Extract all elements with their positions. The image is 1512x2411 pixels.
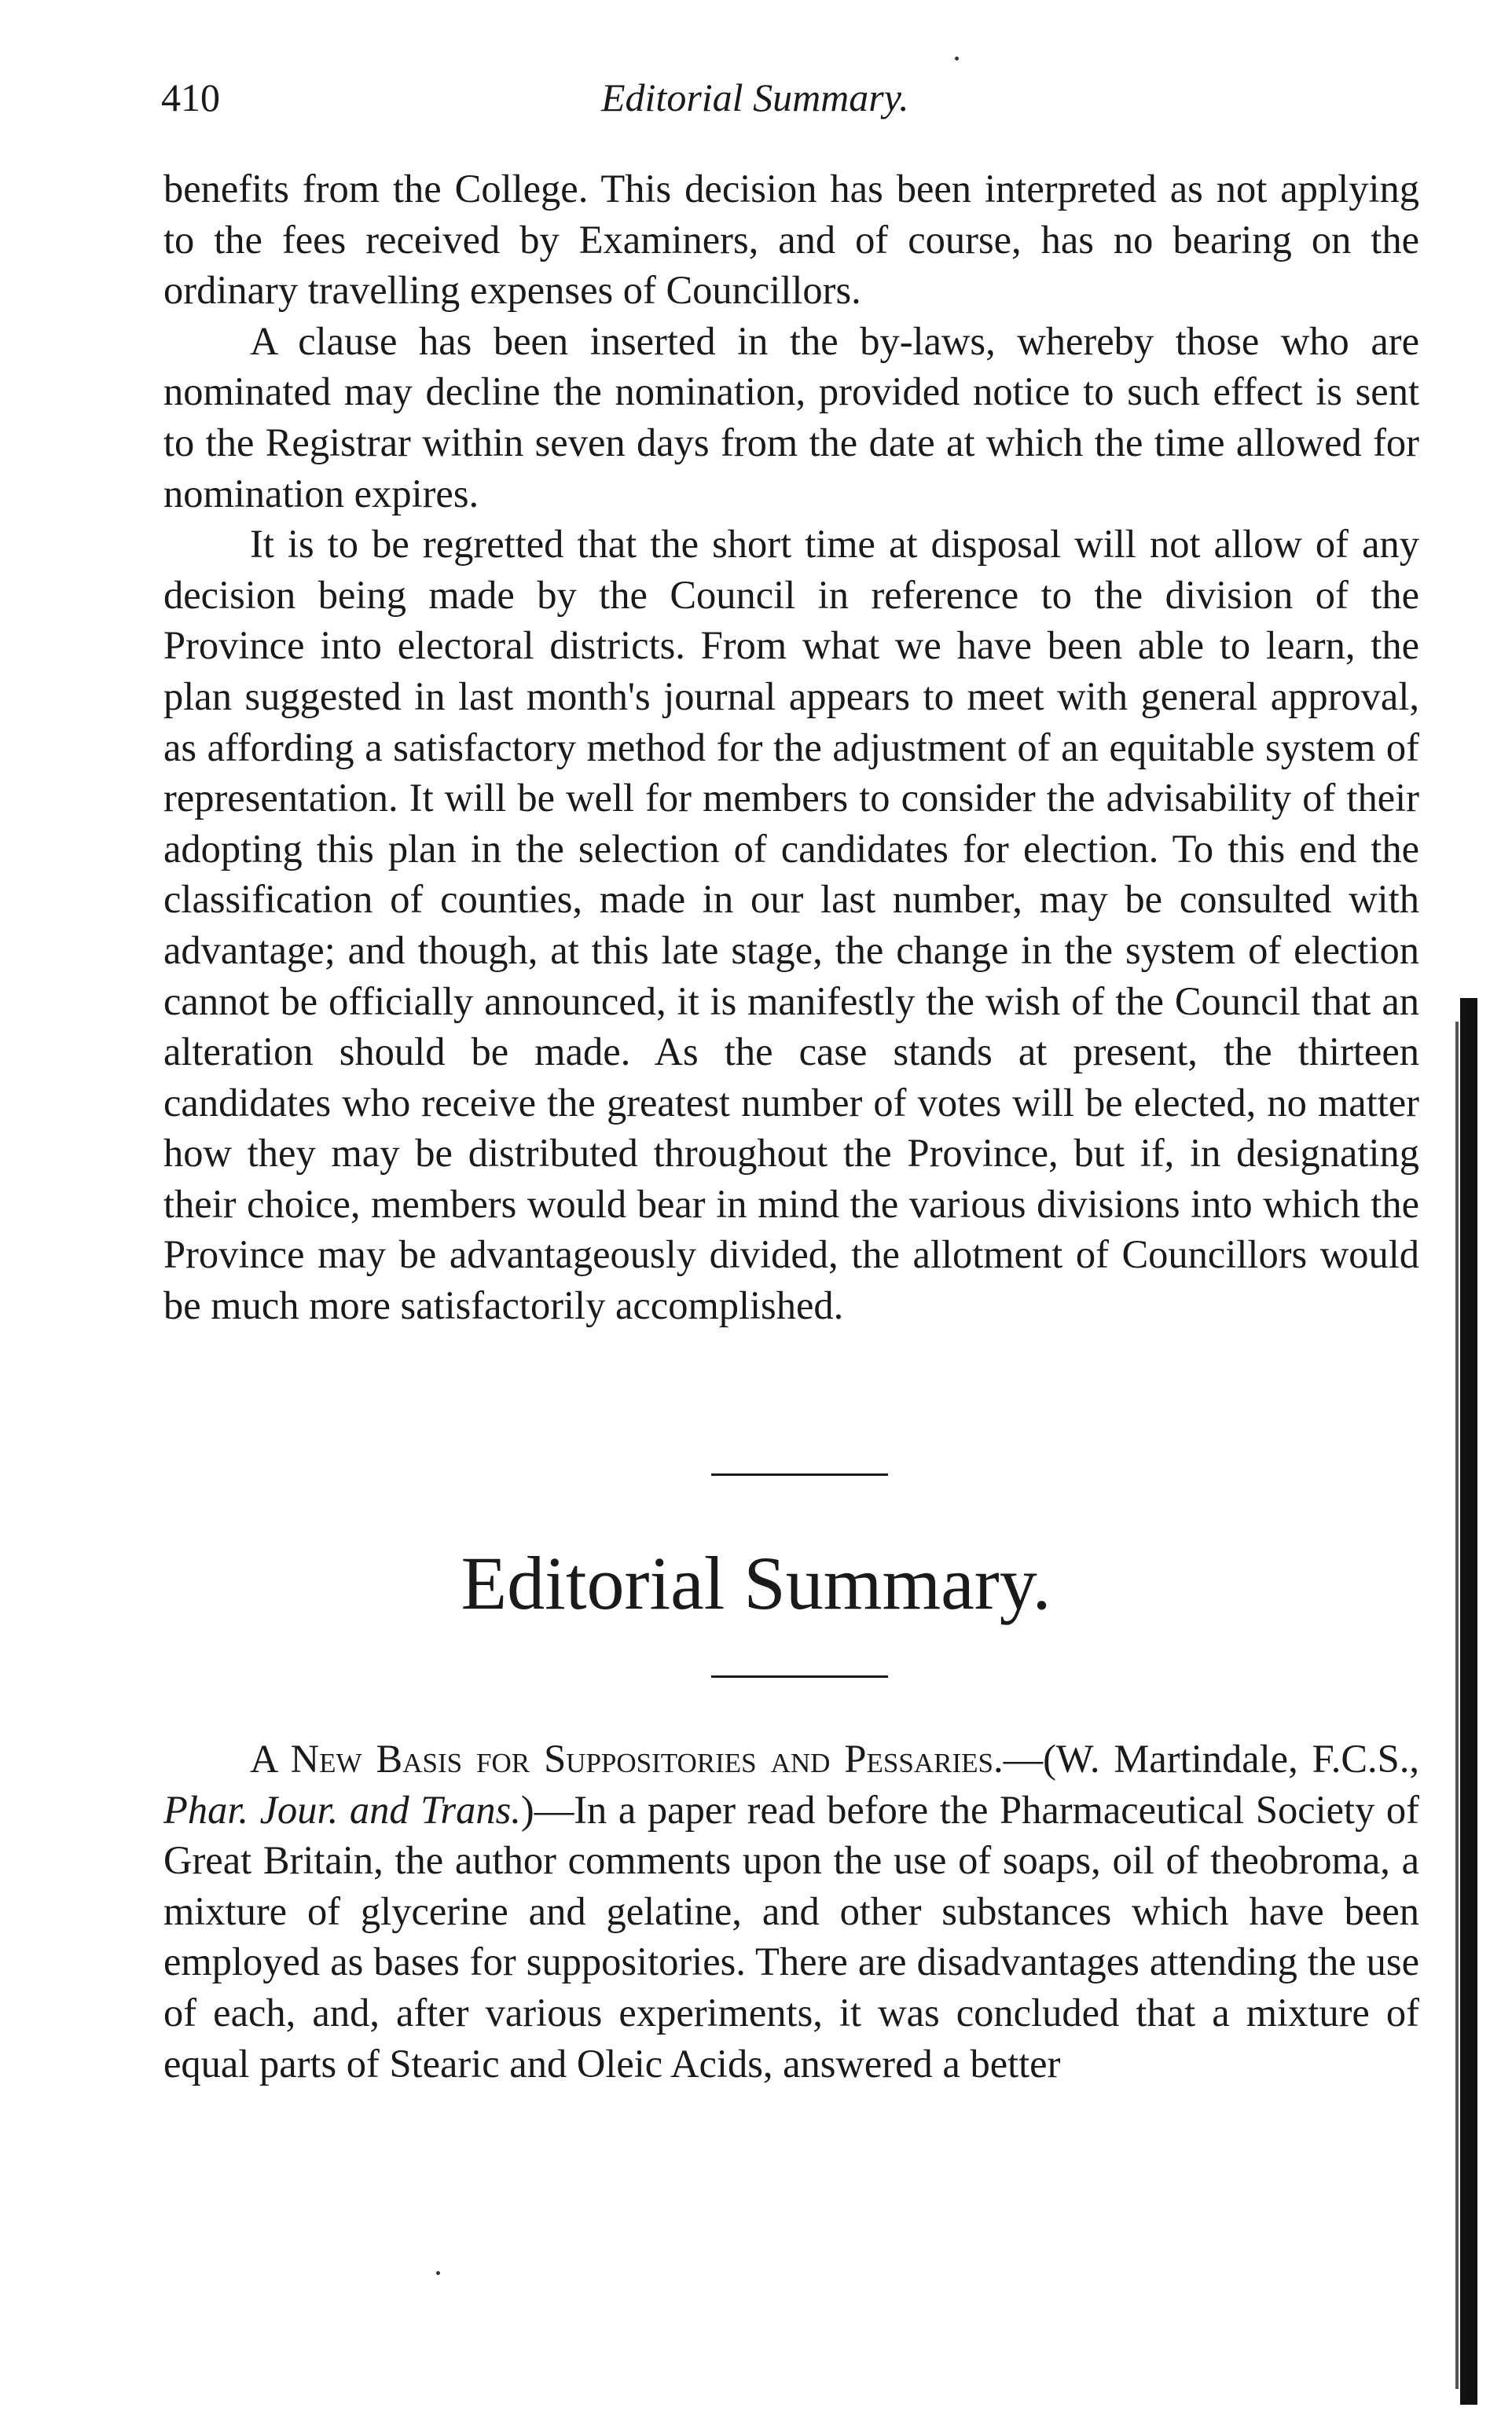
top-text-block — [163, 163, 1419, 1331]
article-heading: A New Basis for Suppositories and Pessaries. — [250, 1737, 1004, 1781]
page-number: 410 — [161, 75, 220, 119]
article-body: In a paper read before the Pharmaceutical Society of Great Britain, the author comments upon the use of soaps, oil of theobroma, a mixture of glycerine and gelatine, and other substances which have been employed as bases for suppositories. There are disadvantages attending the use of each, and, after various experiments, it was concluded that a mixture of equal parts of Stearic and Oleic Acids, answered a better — [163, 1787, 1420, 2086]
article-text-block — [163, 1734, 1419, 2089]
paragraph-continuation: benefits from the College. This decision has been interpreted as not applying to the fees received by Examiners, and of course, has no bearing on the ordinary travelling expenses of Councillors. — [163, 167, 1419, 313]
scan-edge-line — [1455, 1022, 1459, 2389]
article-byline-close: )— — [520, 1787, 574, 1832]
article-byline-open: —(W. Martindale, F.C.S., — [1003, 1737, 1419, 1781]
scan-speck — [955, 57, 959, 61]
running-title: Editorial Summary. — [601, 75, 909, 119]
article-paragraph — [163, 1734, 1419, 2089]
section-rule-top — [711, 1473, 888, 1476]
scan-speck — [436, 2271, 440, 2275]
article-source: Phar. Jour. and Trans. — [163, 1787, 521, 1832]
running-head — [161, 75, 1418, 145]
scan-edge-shadow — [1460, 998, 1477, 2405]
section-title: Editorial Summary. — [461, 1541, 1051, 1625]
paragraph-bylaws: A clause has been inserted in the by-laws, whereby those who are nominated may decline the nomination, provided notice to such effect is sent to the Registrar within seven days from the date at which the time allowed for nomination expires. — [163, 318, 1419, 516]
section-rule-bottom — [711, 1675, 888, 1678]
paragraph-electoral-districts: It is to be regretted that the short time at disposal will not allow of any decision being made by the Council in reference to the division of the Province into electoral districts. From what we have been able to learn, the plan suggested in last month's journal appears to meet with general approval, as affording a satisfactory method for the adjustment of an equitable system of representation. It will be well for members to consider the advisability of their adopting this plan in the selection of candidates for election. To this end the classification of counties, made in our last number, may be consulted with advantage; and though, at this late stage, the change in the system of election cannot be officially announced, it is manifestly the wish of the Council that an alteration should be made. As the case stands at present, the thirteen candidates who receive the greatest number of votes will be elected, no matter how they may be distributed throughout the Province, but if, in designating their choice, members would bear in mind the various divisions into which the Province may be advantageously divided, the allotment of Councillors would be much more satisfactorily accomplished. — [163, 522, 1419, 1328]
